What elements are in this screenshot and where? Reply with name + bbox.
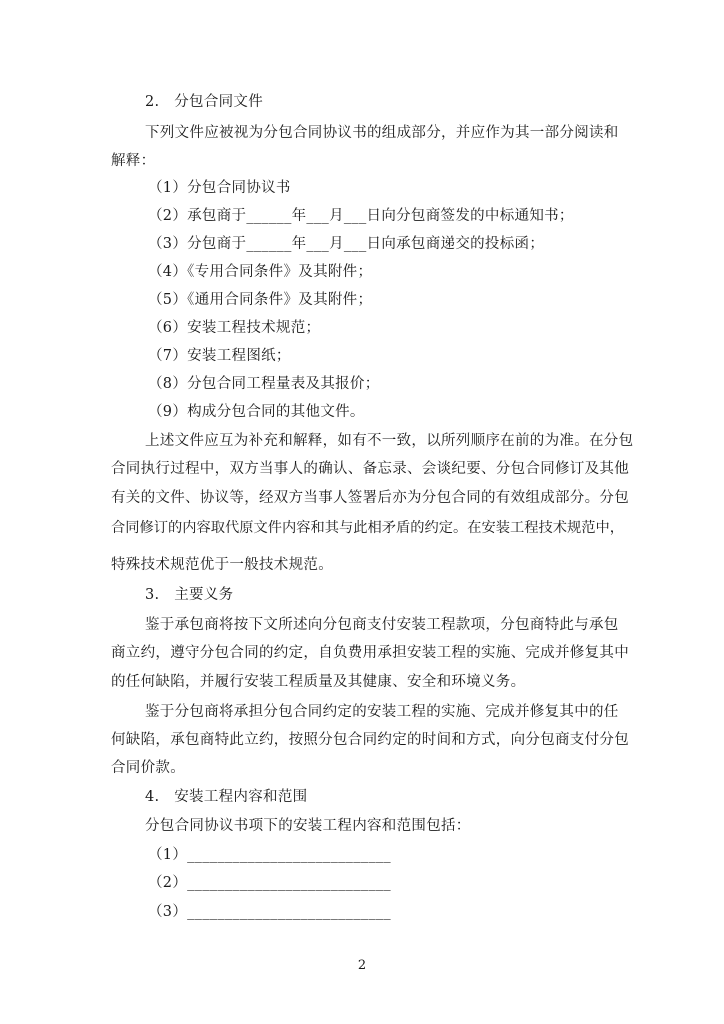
section-3-para-1-line-1: 鉴于承包商将按下文所述向分包商支付安装工程款项，分包商特此与承包 [145, 617, 619, 633]
section-2-closing-line-2: 合同执行过程中，双方当事人的确认、备忘录、会谈纪要、分包合同修订及其他 [111, 461, 629, 477]
section-2-item-9: （9）构成分包合同的其他文件。 [148, 404, 365, 420]
section-2-item-7: （7）安装工程图纸； [148, 348, 291, 364]
section-2-item-4: （4）《专用合同条件》及其附件； [148, 264, 373, 280]
section-2-intro-line-2: 解释： [111, 153, 156, 169]
section-2-closing-line-1: 上述文件应互为补充和解释，如有不一致，以所列顺序在前的为准。在分包 [145, 433, 634, 449]
section-4-heading: 4. 安装工程内容和范围 [145, 789, 308, 805]
section-2-item-5: （5）《通用合同条件》及其附件； [148, 292, 373, 308]
section-3-para-2-line-3: 合同价款。 [111, 760, 185, 776]
section-2-item-8: （8）分包合同工程量表及其报价； [148, 376, 380, 392]
section-3-para-2-line-2: 何缺陷，承包商特此立约，按照分包合同约定的时间和方式，向分包商支付分包 [111, 732, 629, 748]
section-2-item-3: （3）分包商于______年___月___日向承包商递交的投标函； [148, 236, 545, 252]
section-2-closing-line-5: 特殊技术规范优于一般技术规范。 [111, 557, 333, 573]
page-number: 2 [357, 958, 367, 973]
section-2-closing-line-4: 合同修订的内容取代原文件内容和其与此相矛盾的约定。在安装工程技术规范中， [111, 520, 625, 536]
section-3-para-2-line-1: 鉴于分包商将承担分包合同约定的安装工程的实施、完成并修复其中的任 [145, 704, 619, 720]
section-2-closing-line-3: 有关的文件、协议等，经双方当事人签署后亦为分包合同的有效组成部分。分包 [111, 490, 629, 506]
section-4-intro: 分包合同协议书项下的安装工程内容和范围包括： [145, 818, 471, 834]
section-4-item-2: （2）___________________________ [148, 875, 391, 891]
section-2-item-1: （1）分包合同协议书 [148, 180, 291, 196]
section-2-item-6: （6）安装工程技术规范； [148, 320, 321, 336]
section-4-item-3: （3）___________________________ [148, 904, 391, 920]
section-2-intro-line-1: 下列文件应被视为分包合同协议书的组成部分，并应作为其一部分阅读和 [145, 125, 619, 141]
section-2-item-2: （2）承包商于______年___月___日向分包商签发的中标通知书； [148, 208, 574, 224]
section-4-item-1: （1）___________________________ [148, 847, 391, 863]
section-2-heading: 2. 分包合同文件 [145, 94, 264, 110]
section-3-para-1-line-2: 商立约，遵守分包合同的约定，自负费用承担安装工程的实施、完成并修复其中 [111, 645, 629, 661]
section-3-para-1-line-3: 的任何缺陷，并履行安装工程质量及其健康、安全和环境义务。 [111, 674, 526, 690]
section-3-heading: 3. 主要义务 [145, 587, 234, 603]
